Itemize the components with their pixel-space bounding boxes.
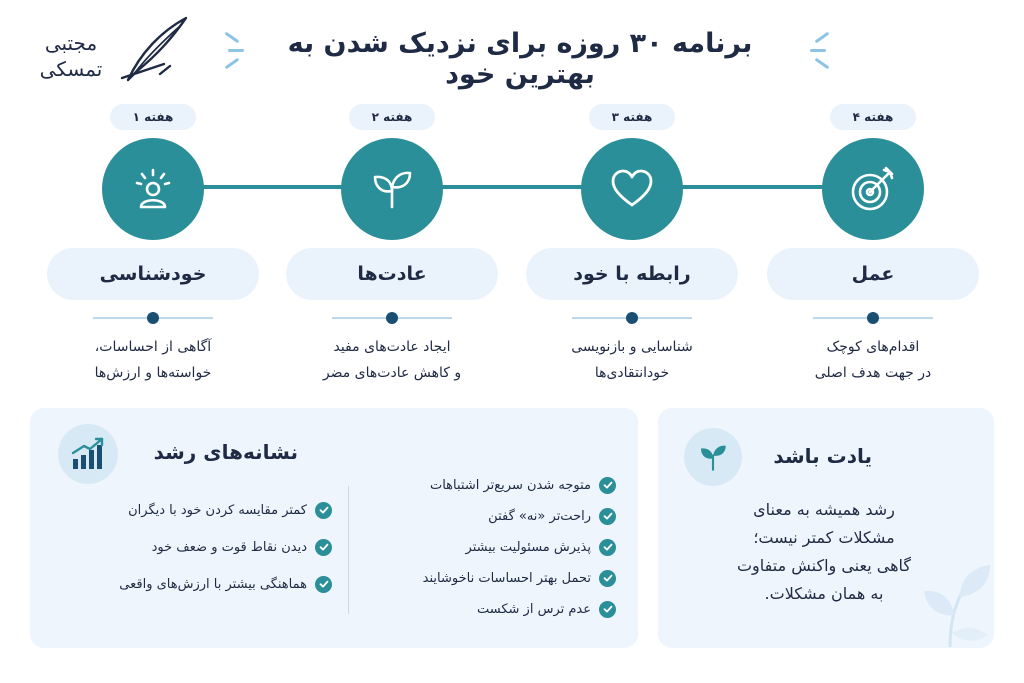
step-1-description [38,334,268,386]
growth-right-item-5-text: عدم ترس از شکست [476,601,591,617]
check-icon [599,601,616,618]
logo-text [16,30,126,82]
step-2-description [277,334,507,386]
step-2-label: عادت‌ها [286,248,498,300]
step-2-desc-line-1: ایجاد عادت‌های مفید [333,339,451,355]
remember-note [690,496,958,608]
step-4-description [758,334,988,386]
growth-right-item-4-text: تحمل بهتر احساسات ناخوشایند [422,570,591,586]
check-icon [315,502,332,519]
sprout-icon [696,440,730,474]
remember-line-1: رشد همیشه به معنای [753,500,895,519]
growth-right-item-3-text: پذیرش مسئولیت بیشتر [465,539,591,555]
target-arrow-icon [848,164,898,214]
growth-signs-title: نشانه‌های رشد [153,440,298,464]
sprout-icon [368,165,416,213]
growth-chart-icon [70,437,106,471]
growth-right-item-1 [430,474,616,496]
step-2-circle [341,138,443,240]
step-1-label: خودشناسی [47,248,259,300]
logo-line-1: مجتبی [44,31,98,55]
step-4-marker [813,310,933,326]
growth-right-item-3 [466,536,616,558]
growth-left-item-2 [152,536,332,558]
step-2-week: هفته ۲ [349,104,435,130]
step-1-desc-line-1: آگاهی از احساسات، [94,339,212,355]
heart-icon [608,165,656,213]
title-spark-right [810,34,836,68]
check-icon [315,576,332,593]
step-1-week: هفته ۱ [110,104,196,130]
remember-line-2: مشکلات کمتر نیست؛ [753,528,895,547]
growth-right-item-2 [488,505,616,527]
step-4-label: عمل [767,248,979,300]
step-1-marker [93,310,213,326]
check-icon [599,508,616,525]
growth-icon-circle [58,424,118,484]
growth-right-item-5 [477,598,616,620]
step-4-desc-line-1: اقدام‌های کوچک [826,339,920,355]
check-icon [599,477,616,494]
step-1-desc-line-2: خواسته‌ها و ارزش‌ها [94,365,212,381]
remember-title: یادت باشد [773,444,872,468]
step-3-circle [581,138,683,240]
remember-line-4: به همان مشکلات. [764,584,884,603]
check-icon [599,539,616,556]
page-title: برنامه ۳۰ روزه برای نزدیک شدن به بهترین خود [287,28,753,90]
step-4-desc-line-2: در جهت هدف اصلی [814,365,932,381]
quill-pen-icon [120,14,196,84]
step-3-marker [572,310,692,326]
growth-divider [348,486,349,614]
remember-line-3: گاهی یعنی واکنش متفاوت [736,556,912,575]
growth-right-item-1-text: متوجه شدن سریع‌تر اشتباهات [429,477,591,493]
step-3-description [517,334,747,386]
logo-line-2: تمسکی [39,57,103,81]
growth-left-item-1 [128,499,332,521]
step-4-circle [822,138,924,240]
growth-left-item-3 [119,573,332,595]
growth-left-item-3-text: هماهنگی بیشتر با ارزش‌های واقعی [119,576,307,592]
step-1-circle [102,138,204,240]
step-3-week: هفته ۳ [589,104,675,130]
logo [16,14,206,86]
step-3-label: رابطه با خود [526,248,738,300]
growth-left-item-2-text: دیدن نقاط قوت و ضعف خود [151,539,307,555]
check-icon [599,570,616,587]
leaf-decoration-icon [920,555,992,647]
step-2-marker [332,310,452,326]
growth-left-item-1-text: کمتر مقایسه کردن خود با دیگران [128,502,307,518]
check-icon [315,539,332,556]
person-idea-icon [129,165,177,213]
step-4-week: هفته ۴ [830,104,916,130]
step-3-desc-line-1: شناسایی و بازنویسی [571,339,693,355]
timeline-connector [160,185,880,189]
step-3-desc-line-2: خودانتقادی‌ها [594,365,670,381]
step-2-desc-line-2: و کاهش عادت‌های مضر [322,365,462,381]
remember-icon-circle [684,428,742,486]
growth-right-item-4 [423,567,616,589]
growth-right-item-2-text: راحت‌تر «نه» گفتن [488,508,591,524]
